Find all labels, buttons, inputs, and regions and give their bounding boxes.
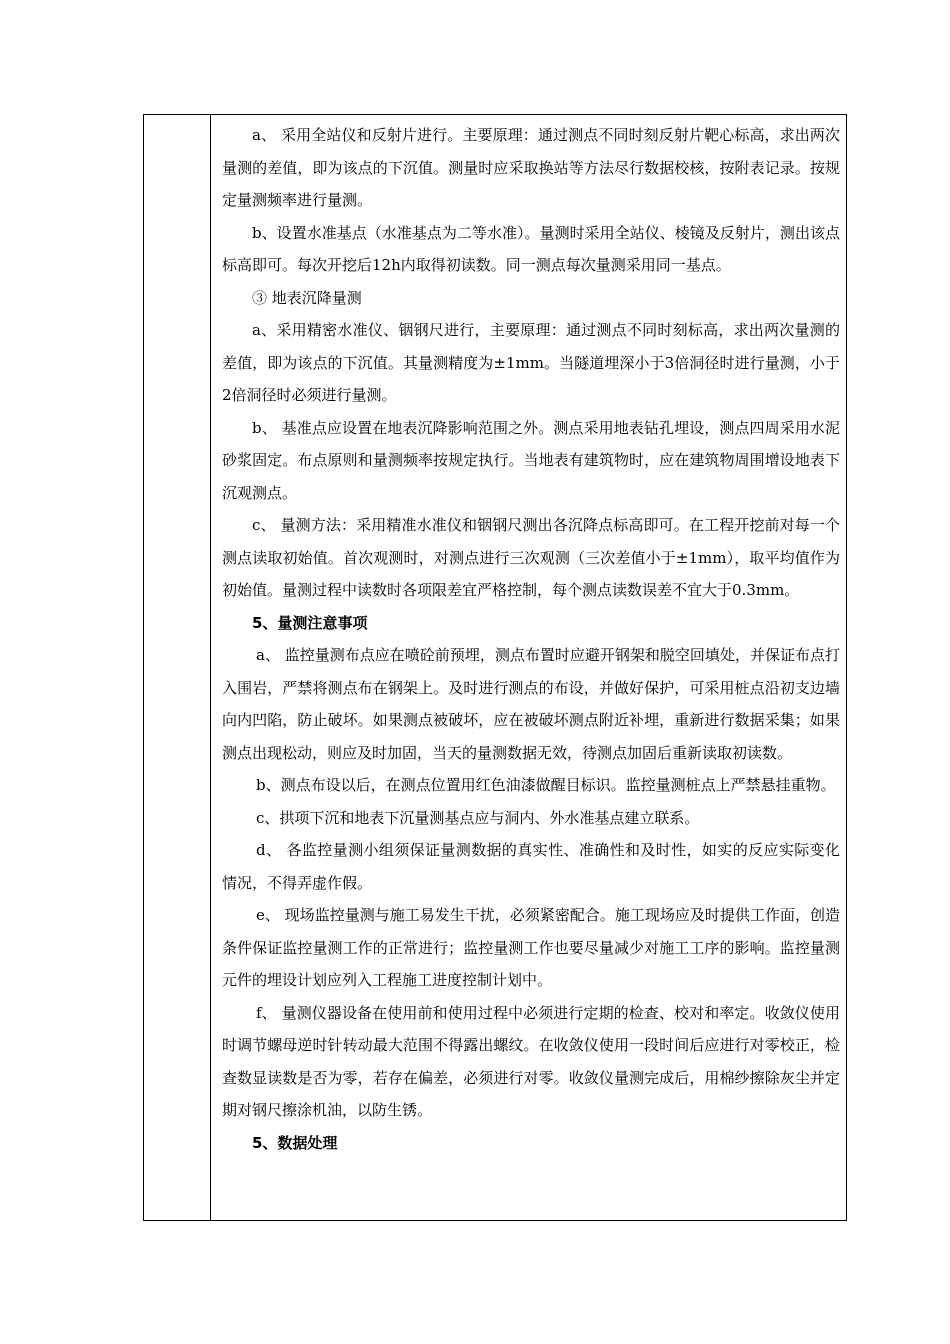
paragraph-a-total-station: a、 采用全站仪和反射片进行。主要原理：通过测点不同时刻反射片靶心标高，求出两次量测的差值，即为该点的下沉值。测量时应采取换站等方法尽行数据校核，按附表记录。按规定量测频率进行量测。 — [222, 126, 840, 209]
paragraph-a-precise-level: a、采用精密水准仪、铟钢尺进行，主要原理：通过测点不同时刻标高，求出两次量测的差值，即为该点的下沉值。其量测精度为±1mm。当隧道埋深小于3倍洞径时进行量测，小于2倍洞径时必须进行量测。 — [222, 321, 840, 404]
paragraph-b-reference-point: b、 基准点应设置在地表沉降影响范围之外。测点采用地表钻孔埋设，测点四周采用水泥砂浆固定。布点原则和量测频率按规定执行。当地表有建筑物时，应在建筑物周围增设地表下沉观测点。 — [222, 418, 840, 502]
paragraph-notes-c: c、拱项下沉和地表下沉量测基点应与洞内、外水准基点建立联系。 — [256, 808, 700, 827]
paragraph-notes-a: a、 监控量测布点应在喷砼前预埋，测点布置时应避开钢架和脱空回填处，并保证布点打入围岩，严禁将测点布在钢架上。及时进行测点的布设，并做好保护，可采用桩点沿初支边墙向内凹陷，防止破坏。如果测点被破坏，应在被破坏测点附近补埋，重新进行数据采集；如果测点出现松动，则应及时加固，当天的量测数据无效，待测点加固后重新读取初读数。 — [222, 646, 840, 762]
paragraph-notes-e: e、 现场监控量测与施工易发生干扰，必须紧密配合。施工现场应及时提供工作面，创造条件保证监控量测工作的正常进行；监控量测工作也要尽量减少对施工工序的影响。监控量测元件的埋设计划应列入工程施工进度控制计划中。 — [222, 906, 840, 989]
content-cell — [222, 119, 840, 1159]
paragraph-b-benchmark: b、设置水准基点（水准基点为二等水准）。量测时采用全站仪、棱镜及反射片，测出该点标高即可。每次开挖后12h内取得初读数。同一测点每次量测采用同一基点。 — [222, 223, 840, 274]
paragraph-notes-b: b、测点布设以后，在测点位置用红色油漆做醒目标识。监控量测桩点上严禁悬挂重物。 — [256, 776, 836, 794]
subheading-surface-settlement: ③ 地表沉降量测 — [252, 288, 362, 307]
table-frame — [143, 114, 847, 1221]
paragraph-c-method: c、 量测方法：采用精准水准仪和铟钢尺测出各沉降点标高即可。在工程开挖前对每一个测点读取初始值。首次观测时，对测点进行三次观测（三次差值小于±1mm），取平均值作为初始值。量测过程中读数时各项限差宜严格控制，每个测点读数误差不宜大于0.3mm。 — [222, 516, 840, 599]
column-divider — [210, 115, 211, 1220]
paragraph-notes-f: f、 量测仪器设备在使用前和使用过程中必须进行定期的检查、校对和率定。收敛仪使用时调节螺母逆时针转动最大范围不得露出螺纹。在收敛仪使用一段时间后应进行对零校正，检查数显读数是否为零，若存在偏差，必须进行对零。收敛仪量测完成后，用棉纱擦除灰尘并定期对钢尺擦涂机油，以防生锈。 — [222, 1003, 840, 1119]
section-heading-data-processing: 5、数据处理 — [252, 1133, 338, 1152]
section-heading-notes: 5、量测注意事项 — [252, 613, 368, 632]
paragraph-notes-d: d、 各监控量测小组须保证量测数据的真实性、准确性和及时性，如实的反应实际变化情况，不得弄虚作假。 — [222, 841, 840, 892]
